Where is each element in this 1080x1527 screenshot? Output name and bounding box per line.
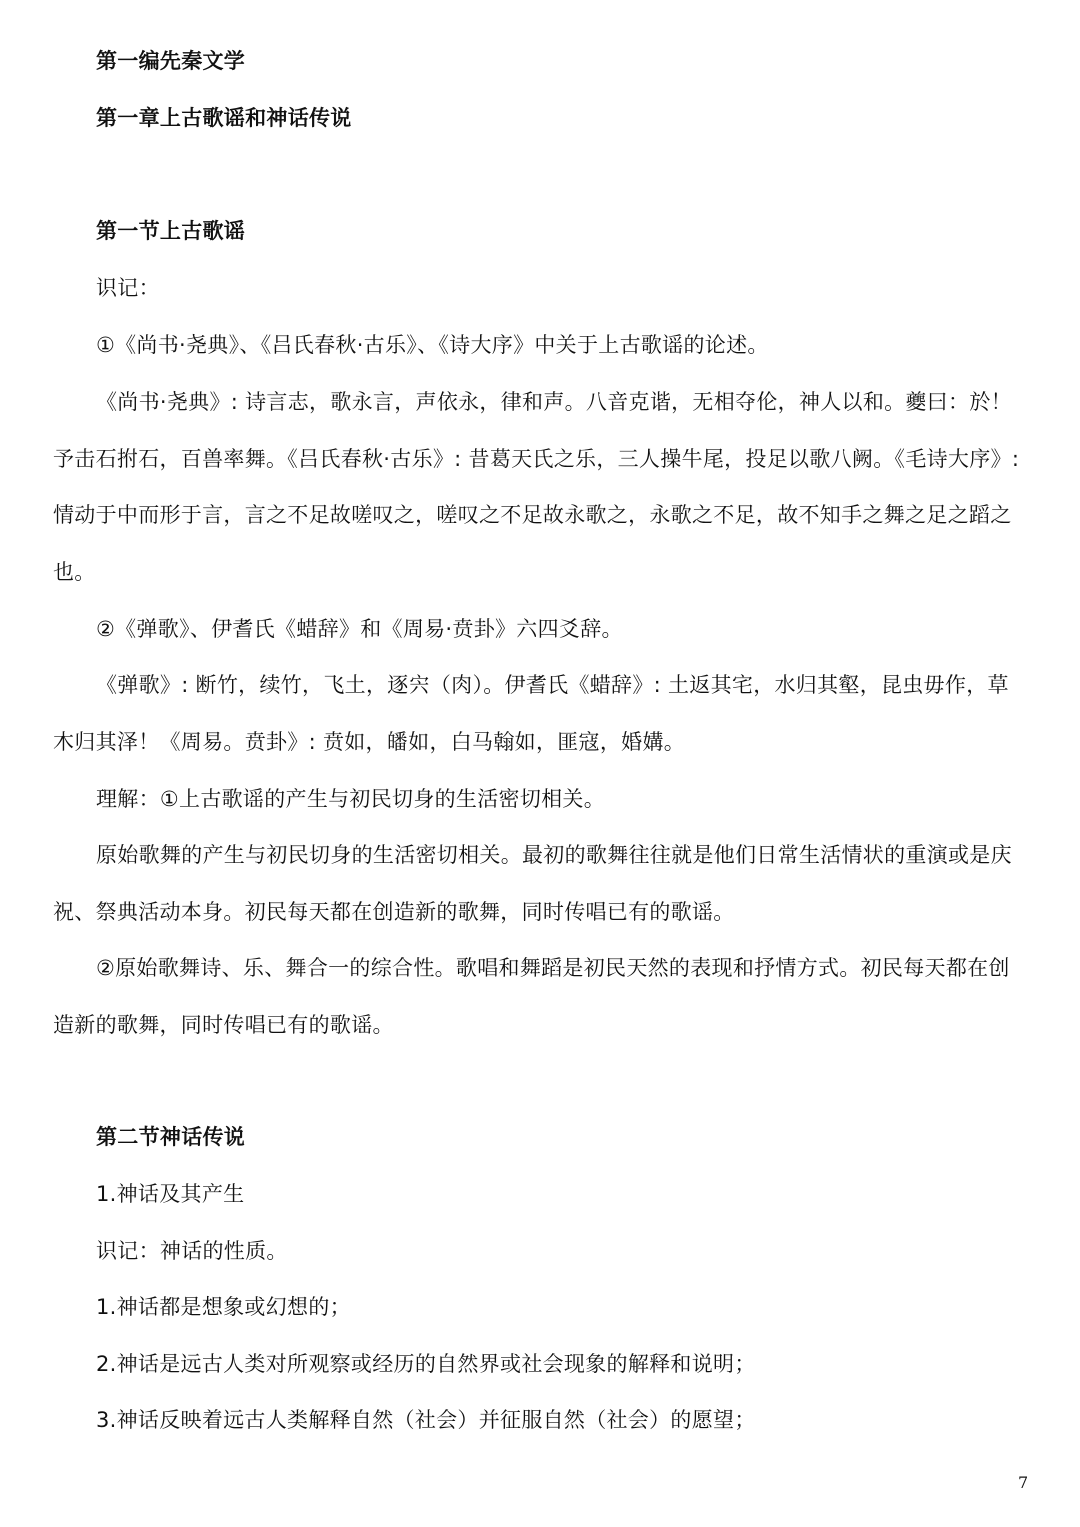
paragraph-line: 《弹歌》: 断竹，续竹，飞土，逐宍（肉）。伊耆氏《蜡辞》: 土返其宅，水归其壑，昆虫毋作，草	[96, 673, 1009, 697]
paragraph-line: ②《弹歌》、伊耆氏《蜡辞》和《周易·贲卦》六四爻辞。	[96, 617, 623, 641]
section-heading-1: 第一节上古歌谣	[96, 219, 246, 243]
list-item: 2.神话是远古人类对所观察或经历的自然界或社会现象的解释和说明；	[96, 1352, 756, 1376]
chapter-heading: 第一章上古歌谣和神话传说	[96, 106, 352, 130]
paragraph-line: 1.神话及其产生	[96, 1182, 245, 1206]
paragraph-line: 木归其泽！《周易。贲卦》: 贲如，皤如，白马翰如，匪寇，婚媾。	[53, 730, 686, 754]
list-item: 3.神话反映着远古人类解释自然（社会）并征服自然（社会）的愿望；	[96, 1408, 756, 1432]
paragraph-line: 也。	[53, 560, 96, 584]
paragraph-line: 《尚书·尧典》: 诗言志，歌永言，声依永，律和声。八音克谐，无相夺伦，神人以和。夔曰：於！	[96, 390, 1012, 414]
paragraph-line: 识记：神话的性质。	[96, 1239, 288, 1263]
paragraph-line: 原始歌舞的产生与初民切身的生活密切相关。最初的歌舞往往就是他们日常生活情状的重演或是庆	[96, 843, 1012, 867]
paragraph-line: 造新的歌舞，同时传唱已有的歌谣。	[53, 1013, 394, 1037]
paragraph-line: 识记：	[96, 276, 160, 300]
page-number: 7	[1018, 1473, 1029, 1492]
paragraph-line: ①《尚书·尧典》、《吕氏春秋·古乐》、《诗大序》中关于上古歌谣的论述。	[96, 333, 769, 357]
paragraph-line: 祝、祭典活动本身。初民每天都在创造新的歌舞，同时传唱已有的歌谣。	[53, 900, 735, 924]
list-item: 1.神话都是想象或幻想的；	[96, 1295, 351, 1319]
part-heading: 第一编先秦文学	[96, 49, 246, 73]
paragraph-line: 情动于中而形于言，言之不足故嗟叹之，嗟叹之不足故永歌之，永歌之不足，故不知手之舞之足之蹈之	[53, 503, 1012, 527]
paragraph-line: 理解：①上古歌谣的产生与初民切身的生活密切相关。	[96, 787, 606, 811]
paragraph-line: 予击石拊石，百兽率舞。《吕氏春秋·古乐》: 昔葛天氏之乐，三人操牛尾，投足以歌八阙。《毛诗大序》:	[53, 447, 1020, 471]
paragraph-line: ②原始歌舞诗、乐、舞合一的综合性。歌唱和舞蹈是初民天然的表现和抒情方式。初民每天都在创	[96, 956, 1010, 980]
section-heading-2: 第二节神话传说	[96, 1125, 246, 1149]
